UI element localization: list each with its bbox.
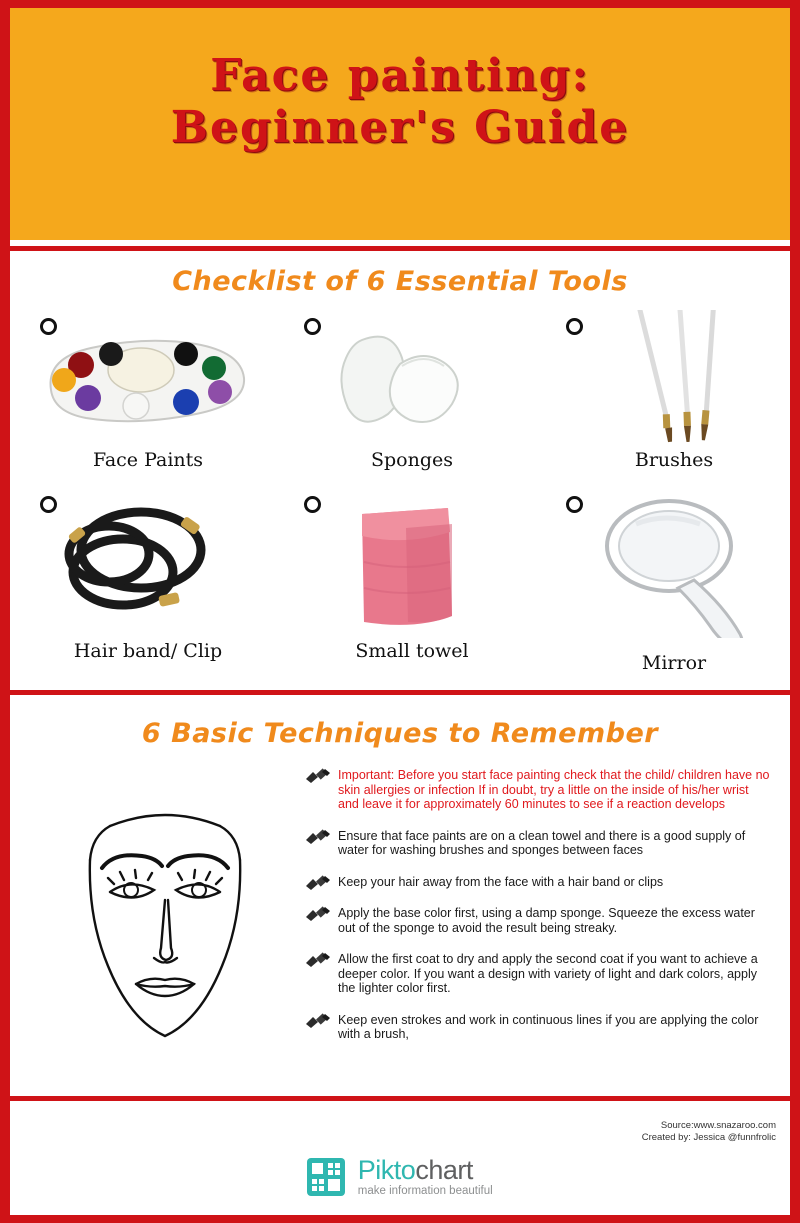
technique-text: Allow the first coat to dry and apply the second coat if you want to achieve a deeper color. If you want a design with variety of light and dark colors, apply the lighter color first. [338,952,758,995]
tools-section-title: Checklist of 6 Essential Tools [172,266,628,297]
tool-label: Brushes [634,449,714,471]
techniques-list [302,768,772,1059]
piktochart-mark-icon [307,1158,345,1196]
piktochart-tagline: make information beautiful [357,1185,493,1197]
tools-grid [10,304,790,694]
divider-rule-top [10,246,790,251]
tool-label: Small towel [355,640,469,662]
divider-rule-bottom [10,1096,790,1101]
brushes-icon [544,310,800,445]
page-title [10,50,790,154]
techniques-section-title: 6 Basic Techniques to Remember [141,718,659,749]
page-title-line2: Beginner's Guide [170,102,630,153]
tool-item [18,482,278,667]
tool-label: Sponges [370,449,453,471]
tool-item [282,482,542,667]
paint-palette-icon [18,310,278,445]
brush-bullet-icon [304,952,332,968]
brush-bullet-icon [304,768,332,784]
brush-bullet-icon [304,829,332,845]
face-outline-illustration [30,808,300,1048]
piktochart-logo[interactable] [10,1156,790,1198]
technique-text: Ensure that face paints are on a clean towel and there is a good supply of water for washing brushes and sponges between faces [338,828,746,857]
technique-text: Keep your hair away from the face with a hair band or clips [338,874,664,889]
tool-item [544,482,800,674]
technique-item [302,829,772,858]
header-banner [10,8,790,240]
page-title-line1: Face painting: [210,50,590,101]
source-line: Source:www.snazaroo.com [660,1120,776,1131]
towel-icon [282,492,542,637]
technique-text: Keep even strokes and work in continuous lines if you are applying the color with a brush, [338,1012,759,1041]
technique-item [302,952,772,996]
hair-band-icon [18,492,278,637]
technique-text: Important: Before you start face painting check that the child/ children have no skin allergies or infection If in doubt, try a little on the inside of his/her wrist and leave it for approximately 60 minutes to see if a reaction develops [338,768,770,811]
brush-bullet-icon [304,875,332,891]
tool-item [18,304,278,489]
divider-rule-middle [10,690,790,695]
tool-label: Hair band/ Clip [73,640,223,662]
brush-bullet-icon [304,1013,332,1029]
tool-label: Mirror [641,652,707,674]
technique-item [302,875,772,890]
technique-item [302,1013,772,1042]
technique-item [302,768,772,812]
created-by-line: Created by: Jessica @funnfrolic [641,1132,776,1143]
piktochart-name-part2: chart [415,1155,473,1185]
sponges-icon [282,310,542,445]
technique-item [302,906,772,935]
brush-bullet-icon [304,906,332,922]
source-credits [376,1120,776,1144]
hand-mirror-icon [544,488,800,638]
tool-label: Face Paints [92,449,204,471]
tool-item [282,304,542,489]
technique-text: Apply the base color first, using a damp sponge. Squeeze the excess water out of the sponge to avoid the result being streaky. [338,906,755,935]
tool-item [544,304,800,489]
piktochart-name-part1: Pikto [357,1155,416,1185]
